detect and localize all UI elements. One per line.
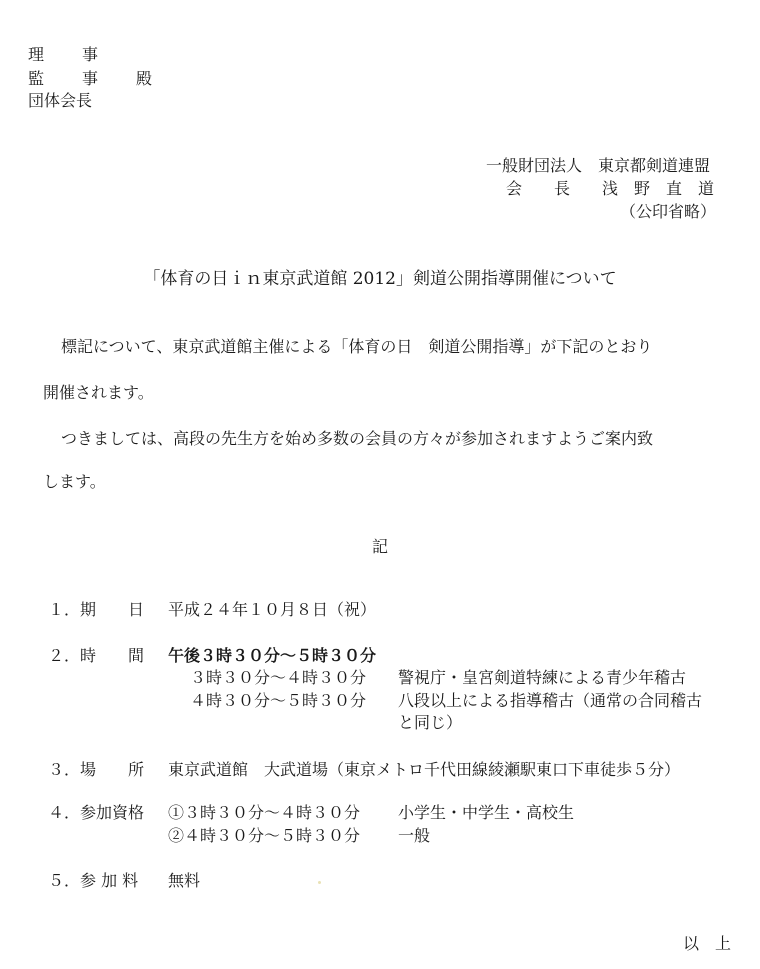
body-paragraph-1-line-2: 開催されます。 xyxy=(43,383,154,402)
item-number: １． xyxy=(48,600,81,619)
item-label-place: 場 所 xyxy=(80,760,145,779)
item-label-qualification: 参加資格 xyxy=(80,803,145,822)
recipient-char: 理 xyxy=(28,45,45,64)
sender-organization: 一般財団法人 東京都剣道連盟 xyxy=(486,156,711,175)
ki-heading: 記 xyxy=(371,537,388,556)
recipient-char: 事 xyxy=(82,69,99,88)
qualification-row-2-time: ②４時３０分～５時３０分 xyxy=(168,826,361,845)
time-row-1-desc: 警視庁・皇宮剣道特練による青少年稽古 xyxy=(398,668,687,687)
body-paragraph-2-line-1: つきましては、高段の先生方を始め多数の会員の方々が参加されますようご案内致 xyxy=(61,429,654,448)
item-number: ５． xyxy=(48,871,81,890)
recipient-line-auditors xyxy=(28,71,152,87)
scan-speck xyxy=(318,881,321,884)
recipient-char: 事 xyxy=(82,45,99,64)
body-paragraph-1-line-1: 標記について、東京武道館主催による「体育の日 剣道公開指導」が下記のとおり xyxy=(61,337,653,356)
item-number: ４． xyxy=(48,803,81,822)
item-label-time: 時 間 xyxy=(80,646,145,665)
recipient-char: 監 xyxy=(28,69,45,88)
sender-title-name: 会 長 浅 野 直 道 xyxy=(506,179,715,198)
item-label-fee: 参 加 料 xyxy=(80,871,139,890)
time-row-2-time: ４時３０分～５時３０分 xyxy=(190,691,367,710)
closing-mark: 以 上 xyxy=(683,934,732,953)
time-row-1-time: ３時３０分～４時３０分 xyxy=(190,668,367,687)
item-number: ２． xyxy=(48,646,81,665)
item-value-time: 午後３時３０分～５時３０分 xyxy=(168,646,377,665)
document-title: 「体育の日ｉｎ東京武道館 2012」剣道公開指導開催について xyxy=(143,269,617,289)
item-value-date: 平成２４年１０月８日（祝） xyxy=(168,600,377,619)
item-value-place: 東京武道館 大武道場（東京メトロ千代田線綾瀬駅東口下車徒歩５分） xyxy=(168,760,681,779)
recipient-line-directors xyxy=(28,47,136,63)
sender-seal-omitted: （公印省略） xyxy=(620,202,717,221)
recipient-line-group-heads: 団体会長 xyxy=(28,91,93,110)
time-row-2-desc: 八段以上による指導稽古（通常の合同稽古 xyxy=(398,691,703,710)
item-number: ３． xyxy=(48,760,81,779)
item-label-date: 期 日 xyxy=(80,600,145,619)
recipient-honorific: 殿 xyxy=(136,69,153,88)
qualification-row-1-time: ①３時３０分～４時３０分 xyxy=(168,803,361,822)
qualification-row-1-desc: 小学生・中学生・高校生 xyxy=(398,803,575,822)
qualification-row-2-desc: 一般 xyxy=(398,826,431,845)
body-paragraph-2-line-2: します。 xyxy=(43,472,106,491)
item-value-fee: 無料 xyxy=(168,871,201,890)
time-row-2-desc-cont: と同じ） xyxy=(398,713,463,732)
